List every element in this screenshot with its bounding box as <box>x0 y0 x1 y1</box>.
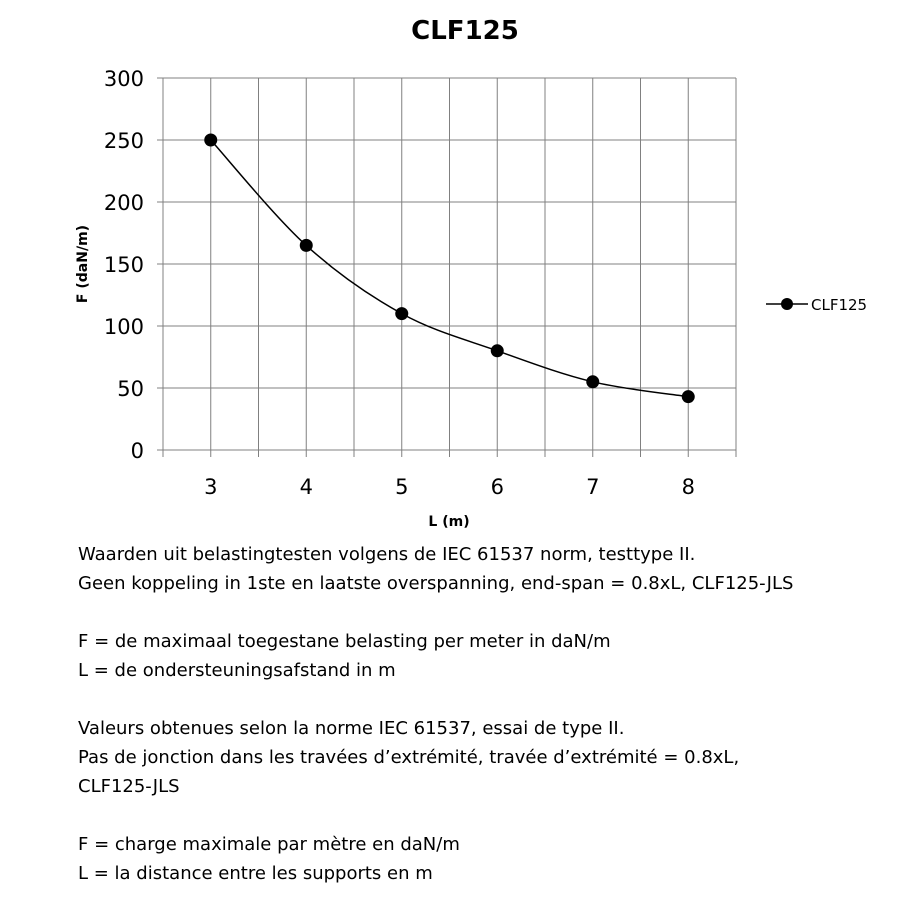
x-tick-label: 7 <box>586 475 600 499</box>
note-fr-line3: CLF125-JLS <box>78 776 180 797</box>
note-fr-line1: Valeurs obtenues selon la norme IEC 61537, essai de type II. <box>78 718 625 739</box>
y-tick-label: 200 <box>103 191 144 215</box>
y-tick-label: 100 <box>103 315 144 339</box>
tick-labels <box>104 67 695 499</box>
y-tick-label: 150 <box>103 253 144 277</box>
grid <box>157 78 736 457</box>
notes <box>78 540 878 888</box>
data-point <box>586 375 599 388</box>
legend-label: CLF125 <box>811 296 868 314</box>
data-point <box>300 239 313 252</box>
y-tick-label: 50 <box>117 377 144 401</box>
data-point <box>395 307 408 320</box>
data-point <box>204 134 217 147</box>
note-fr-def-l: L = la distance entre les supports en m <box>78 863 433 884</box>
note-nl-def-l: L = de ondersteuningsafstand in m <box>78 660 396 681</box>
y-axis-label: F (daN/m) <box>75 224 91 304</box>
x-tick-label: 5 <box>395 475 409 499</box>
x-tick-label: 8 <box>681 475 695 499</box>
data-point <box>682 390 695 403</box>
legend <box>766 296 867 314</box>
x-axis-label: L (m) <box>428 514 470 530</box>
note-nl-line2: Geen koppeling in 1ste en laatste overspanning, end-span = 0.8xL, CLF125-JLS <box>78 573 794 594</box>
note-fr-line2: Pas de jonction dans les travées d’extrémité, travée d’extrémité = 0.8xL, <box>78 747 740 768</box>
y-tick-label: 300 <box>103 67 144 91</box>
note-nl-line1: Waarden uit belastingtesten volgens de IEC 61537 norm, testtype II. <box>78 544 696 565</box>
note-nl-def-f: F = de maximaal toegestane belasting per meter in daN/m <box>78 631 611 652</box>
data-point <box>491 344 504 357</box>
note-fr-def-f: F = charge maximale par mètre en daN/m <box>78 834 460 855</box>
chart-title: CLF125 <box>411 16 519 46</box>
x-tick-label: 6 <box>490 475 504 499</box>
legend-marker <box>781 298 793 310</box>
x-tick-label: 3 <box>204 475 218 499</box>
y-tick-label: 0 <box>130 439 144 463</box>
x-tick-label: 4 <box>299 475 313 499</box>
y-tick-label: 250 <box>103 129 144 153</box>
